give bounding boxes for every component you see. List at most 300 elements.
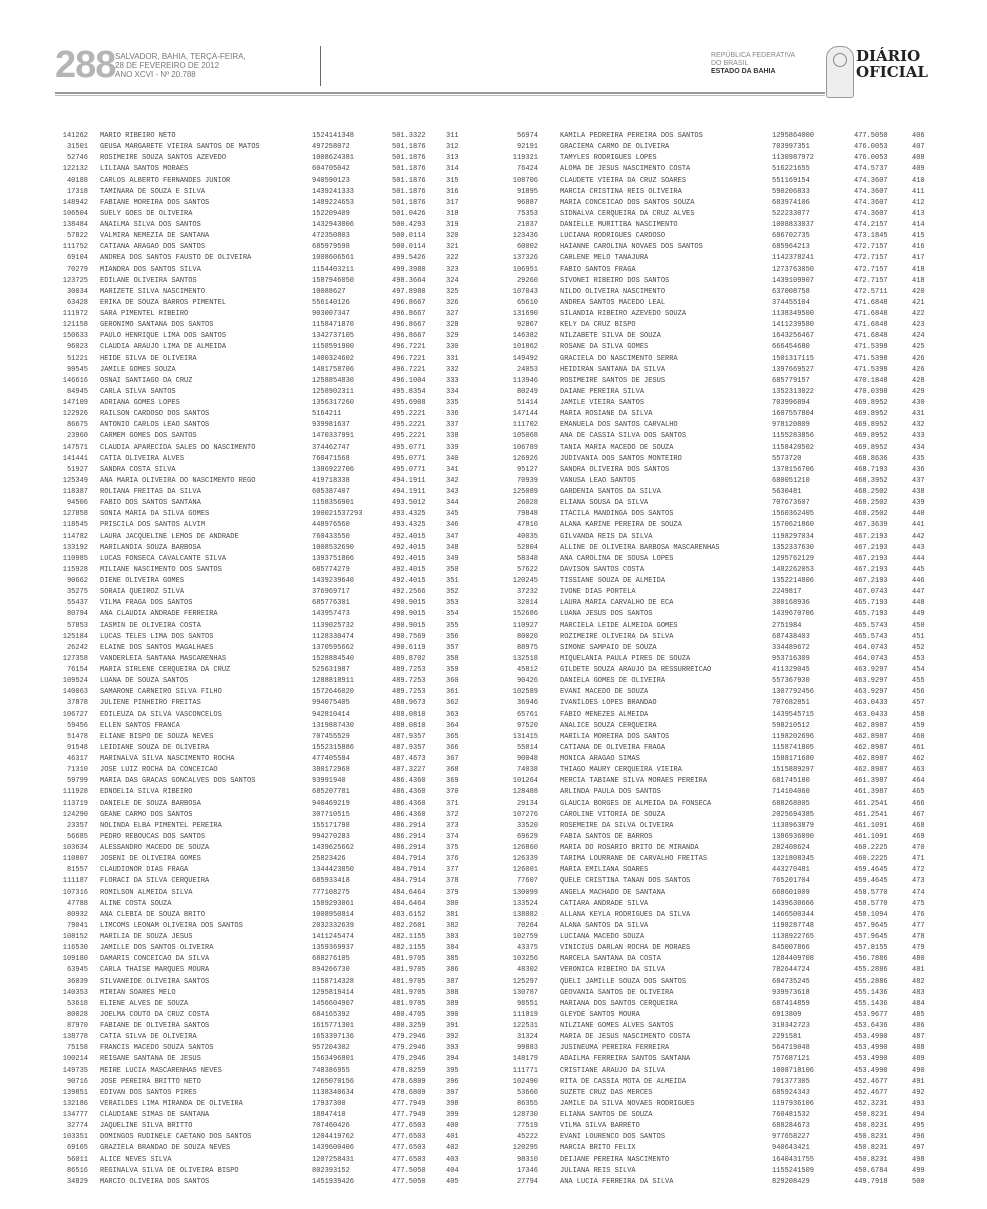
candidate-id: 57853: [66, 621, 88, 630]
table-row: [498, 888, 925, 899]
table-row: [498, 1177, 925, 1188]
candidate-id: 57822: [66, 232, 88, 241]
candidate-name: LUCAS TELES LIMA DOS SANTOS: [100, 632, 214, 641]
rank: 422: [912, 310, 925, 318]
document-number: 666454680: [772, 343, 810, 352]
document-number: 703996894: [772, 399, 810, 407]
header-rule: [55, 92, 825, 94]
score: 468.2502: [854, 510, 888, 519]
rank: 393: [446, 1044, 459, 1053]
table-row: [48, 676, 468, 687]
rank: 473: [912, 877, 925, 886]
candidate-name: ANA LUCIA FERREIRA DA SILVA: [560, 1177, 674, 1186]
candidate-name: KELY DA CRUZ BISPO: [560, 321, 636, 330]
document-number: 1155283856: [772, 432, 815, 441]
candidate-name: ROMILSON ALMEIDA SILVA: [100, 888, 193, 897]
candidate-id: 138484: [62, 221, 88, 229]
table-row: [48, 1143, 468, 1154]
candidate-id: 111752: [62, 243, 88, 252]
score: 468.7193: [854, 465, 888, 474]
table-row: [498, 142, 925, 153]
candidate-id: 75353: [516, 209, 538, 218]
rank: 395: [446, 1066, 459, 1075]
table-row: [48, 632, 468, 643]
score: 493.4325: [392, 510, 426, 519]
score: 457.9645: [854, 933, 888, 941]
document-number: 707460426: [312, 1122, 350, 1131]
score: 453.4990: [854, 1044, 888, 1053]
rank: 491: [912, 1077, 925, 1086]
candidate-id: 53618: [66, 999, 88, 1008]
document-number: 1439625662: [312, 844, 355, 852]
document-number: 1258854830: [312, 376, 355, 385]
rank: 379: [446, 888, 459, 897]
candidate-name: HEIDIRAN SANTANA DA SILVA: [560, 365, 666, 374]
table-row: [498, 1155, 925, 1166]
document-number: 411329045: [772, 666, 810, 674]
score: 449.7918: [854, 1177, 888, 1186]
table-row: [498, 487, 925, 498]
candidate-name: SUELY GOES DE OLIVEIRA: [100, 209, 193, 218]
candidate-id: 124290: [62, 810, 88, 819]
candidate-name: LEIDIANE SOUZA DE OLIVEIRA: [100, 743, 210, 752]
table-row: [498, 1143, 925, 1154]
table-row: [48, 253, 468, 264]
candidate-name: ELLEN SANTOS FRANCA: [100, 721, 180, 730]
score: 496.8667: [392, 310, 426, 318]
candidate-name: IVONE DIAS PORTELA: [560, 588, 636, 597]
table-row: [498, 287, 925, 298]
document-number: 684165392: [312, 1010, 350, 1019]
document-number: 685207781: [312, 788, 350, 797]
document-number: 1342737105: [312, 332, 355, 341]
table-row: [498, 776, 925, 787]
rank: 486: [912, 1022, 925, 1030]
document-number: 684735245: [772, 977, 810, 986]
document-number: 1207258431: [312, 1155, 355, 1164]
document-number: 1570621860: [772, 521, 815, 530]
candidate-name: GARDENIA SANTOS DA SILVA: [560, 488, 661, 496]
table-row: [48, 1043, 468, 1054]
table-row: [498, 799, 925, 810]
table-row: [498, 131, 925, 142]
candidate-id: 116530: [62, 944, 88, 953]
score: 467.2193: [854, 565, 888, 574]
rank: 338: [446, 432, 459, 441]
document-number: 1643256467: [772, 332, 815, 341]
table-row: [498, 732, 925, 743]
rank: 368: [446, 766, 459, 775]
rank: 325: [446, 287, 459, 296]
table-row: [48, 231, 468, 242]
document-number: 1432943006: [312, 221, 355, 229]
document-number: 525631987: [312, 666, 350, 674]
document-number: 1439545715: [772, 710, 815, 719]
candidate-id: 106951: [512, 265, 538, 274]
score: 450.8231: [854, 1155, 888, 1164]
candidate-name: VILMA FRAGA DOS SANTOS: [100, 599, 193, 608]
candidate-name: MERCIA TABIANE SILVA MORAES PEREIRA: [560, 777, 708, 786]
candidate-id: 127358: [62, 654, 88, 663]
rank: 403: [446, 1155, 459, 1164]
document-number: 903007347: [312, 310, 350, 318]
table-row: [498, 988, 925, 999]
candidate-id: 43375: [516, 944, 538, 953]
table-row: [498, 876, 925, 887]
rank: 466: [912, 799, 925, 808]
rank: 330: [446, 343, 459, 352]
table-row: [498, 1132, 925, 1143]
table-row: [498, 1032, 925, 1043]
candidate-name: JAMILE VIEIRA SANTOS: [560, 399, 645, 407]
candidate-id: 63945: [66, 966, 88, 975]
score: 487.9357: [392, 743, 426, 752]
rank: 433: [912, 432, 925, 441]
document-number: 1158471870: [312, 321, 355, 330]
candidate-id: 113719: [62, 799, 88, 808]
score: 493.4325: [392, 521, 426, 530]
candidate-name: ROZIMEIRE OLIVEIRA DA SILVA: [560, 632, 674, 641]
table-row: [48, 176, 468, 187]
candidate-name: MARCIA CRISTINA REIS OLIVEIRA: [560, 187, 682, 196]
rank: 361: [446, 688, 459, 697]
table-row: [498, 520, 925, 531]
table-row: [498, 721, 925, 732]
candidate-name: MARILANDIA SOUZA BARBOSA: [100, 543, 201, 552]
score: 501.0426: [392, 209, 426, 218]
candidate-id: 103351: [62, 1133, 88, 1142]
rank: 432: [912, 421, 925, 430]
score: 453.4990: [854, 1066, 888, 1075]
document-number: 590206833: [772, 187, 810, 196]
score: 488.0810: [392, 710, 426, 719]
rank: 418: [912, 265, 925, 274]
candidate-name: CATIA SILVA DE OLIVEIRA: [100, 1033, 197, 1042]
candidate-id: 58348: [516, 554, 538, 563]
table-row: [48, 265, 468, 276]
rank: 447: [912, 588, 925, 597]
score: 462.8987: [854, 755, 888, 763]
candidate-id: 147144: [512, 410, 538, 419]
document-number: 1501317115: [772, 354, 815, 363]
rank: 347: [446, 532, 459, 541]
rank: 341: [446, 465, 459, 474]
candidate-id: 98310: [516, 1155, 538, 1164]
document-number: 765201704: [772, 877, 810, 886]
document-number: 1411239580: [772, 321, 815, 330]
candidate-name: SILVANEIDE OLIVEIRA SANTOS: [100, 977, 210, 986]
candidate-name: EVANI MACEDO DE SOUZA: [560, 688, 649, 697]
document-number: 688284673: [772, 1122, 810, 1131]
document-number: 604705042: [312, 165, 350, 174]
score: 456.7886: [854, 955, 888, 964]
score: 460.2225: [854, 855, 888, 864]
score: 492.2566: [392, 588, 426, 597]
document-number: 1321808345: [772, 855, 815, 864]
rank: 477: [912, 921, 925, 930]
candidate-name: NILDO OLIVEIRA NASCIMENTO: [560, 287, 666, 296]
candidate-name: DIENE OLIVEIRA GOMES: [100, 577, 185, 585]
candidate-name: ANDREA DOS SANTOS FAUSTO DE OLIVEIRA: [100, 254, 252, 263]
candidate-name: ROSANE DA SILVA GOMES: [560, 343, 649, 352]
candidate-id: 92191: [516, 143, 538, 152]
table-row: [48, 509, 468, 520]
document-number: 685933418: [312, 877, 350, 886]
candidate-id: 133192: [62, 543, 88, 552]
score: 500.0114: [392, 232, 426, 241]
table-row: [48, 543, 468, 554]
score: 450.8231: [854, 1133, 888, 1142]
document-number: 376969717: [312, 588, 350, 597]
candidate-name: SIVONEI RIBEIRO DOS SANTOS: [560, 276, 670, 285]
table-row: [48, 198, 468, 209]
document-number: 777108275: [312, 888, 350, 897]
table-row: [498, 832, 925, 843]
rank: 367: [446, 755, 459, 763]
score: 488.9673: [392, 699, 426, 708]
score: 468.3952: [854, 476, 888, 485]
table-row: [48, 409, 468, 420]
score: 474.2157: [854, 221, 888, 229]
table-row: [498, 676, 925, 687]
table-row: [48, 799, 468, 810]
document-number: 1352313022: [772, 387, 815, 396]
document-number: 701377305: [772, 1077, 810, 1086]
candidate-name: PRISCILA DOS SANTOS ALVIM: [100, 521, 206, 530]
score: 482.1155: [392, 933, 426, 941]
candidate-name: MARCELA SANTANA DA COSTA: [560, 955, 661, 964]
candidate-name: DAMARIS CONCEICAO DA SILVA: [100, 955, 210, 964]
score: 486.4360: [392, 799, 426, 808]
document-number: 829208429: [772, 1177, 810, 1186]
candidate-id: 131415: [512, 732, 538, 741]
score: 476.0053: [854, 143, 888, 152]
score: 478.8259: [392, 1066, 426, 1075]
document-number: 894266730: [312, 966, 350, 975]
candidate-name: ALLINE DE OLIVEIRA BARBOSA MASCARENHAS: [560, 543, 720, 552]
document-number: 683974106: [772, 198, 810, 207]
candidate-id: 60002: [516, 243, 538, 252]
rank: 323: [446, 265, 459, 274]
candidate-id: 81557: [66, 866, 88, 875]
score: 453.9677: [854, 1010, 888, 1019]
candidate-name: EMANUELA DOS SANTOS CARVALHO: [560, 421, 678, 430]
candidate-id: 111819: [512, 1010, 538, 1019]
candidate-name: DOMINGOS RUDINELE CAETANO DOS SANTOS: [100, 1133, 252, 1142]
candidate-name: ANTONIO CARLOS LEAO SANTOS: [100, 421, 210, 430]
table-row: [498, 609, 925, 620]
candidate-id: 76424: [516, 165, 538, 174]
table-row: [498, 1054, 925, 1065]
rank: 404: [446, 1166, 459, 1175]
candidate-id: 80932: [66, 910, 88, 919]
candidate-name: KAMILA PEDREIRA PEREIRA DOS SANTOS: [560, 132, 703, 140]
candidate-id: 102759: [512, 933, 538, 941]
table-row: [48, 287, 468, 298]
candidate-name: VANUSA LEAO SANTOS: [560, 476, 636, 485]
rank: 392: [446, 1033, 459, 1042]
logo-line: OFICIAL: [856, 63, 928, 81]
candidate-name: SANDRA COSTA SILVA: [100, 465, 176, 474]
candidate-id: 80249: [516, 387, 538, 396]
candidate-id: 132186: [62, 1099, 88, 1108]
score: 477.5050: [392, 1177, 426, 1186]
candidate-name: ELIANA SANTOS DE SOUZA: [560, 1111, 653, 1119]
candidate-id: 55014: [516, 743, 538, 752]
rank: 377: [446, 866, 459, 875]
table-row: [498, 921, 925, 932]
candidate-name: MEIRE LUCIA MASCARENHAS NEVES: [100, 1066, 222, 1075]
rank: 401: [446, 1133, 459, 1142]
score: 471.5398: [854, 343, 888, 352]
table-row: [498, 242, 925, 253]
candidate-id: 56974: [516, 132, 538, 140]
candidate-id: 51478: [66, 732, 88, 741]
candidate-id: 101862: [512, 343, 538, 352]
document-number: 522233077: [772, 209, 810, 218]
rank: 440: [912, 510, 925, 519]
rank: 497: [912, 1144, 925, 1153]
candidate-name: MARIA DO ROSARIO BRITO DE MIRANDA: [560, 844, 699, 852]
rank: 327: [446, 310, 459, 318]
score: 501.1876: [392, 187, 426, 196]
candidate-id: 126001: [512, 866, 538, 875]
rank: 438: [912, 488, 925, 496]
document-number: 685964213: [772, 243, 810, 252]
score: 457.9645: [854, 921, 888, 930]
rank: 369: [446, 777, 459, 786]
candidate-id: 77607: [516, 877, 538, 886]
score: 477.5050: [854, 132, 888, 140]
document-number: 1158356901: [312, 499, 355, 508]
score: 473.1845: [854, 232, 888, 241]
score: 463.9297: [854, 677, 888, 686]
candidate-id: 103634: [62, 844, 88, 852]
score: 501.1876: [392, 176, 426, 185]
candidate-name: TAMYLES RODRIGUES LOPES: [560, 154, 657, 163]
rank: 335: [446, 399, 459, 407]
candidate-id: 45222: [516, 1133, 538, 1142]
candidate-id: 119321: [512, 154, 538, 163]
table-row: [498, 309, 925, 320]
score: 450.8231: [854, 1144, 888, 1153]
rank: 437: [912, 476, 925, 485]
score: 453.6436: [854, 1022, 888, 1030]
score: 492.4015: [392, 565, 426, 574]
rank: 370: [446, 788, 459, 797]
candidate-name: CATIARA ANDRADE SILVA: [560, 899, 649, 908]
rank: 459: [912, 721, 925, 730]
candidate-id: 141441: [62, 454, 88, 463]
table-row: [48, 1054, 468, 1065]
rank: 406: [912, 132, 925, 140]
document-number: 978120809: [772, 421, 810, 430]
document-number: 374462747: [312, 443, 350, 452]
table-row: [48, 977, 468, 988]
table-row: [48, 598, 468, 609]
rank: 348: [446, 543, 459, 552]
score: 499.3980: [392, 265, 426, 274]
candidate-name: NILZABETE SILVA DE SOUZA: [560, 332, 661, 341]
document-number: 940590123: [312, 176, 350, 185]
rank: 463: [912, 766, 925, 775]
score: 497.8980: [392, 287, 426, 296]
score: 492.4015: [392, 554, 426, 563]
score: 496.7221: [392, 343, 426, 352]
candidate-name: VINICIUS DARLAN ROCHA DE MORAES: [560, 944, 691, 953]
document-number: 637008758: [772, 287, 810, 296]
candidate-name: ROSIMEIRE SANTOS DE JESUS: [560, 376, 666, 385]
document-number: 282408624: [772, 844, 810, 852]
document-number: 1197936106: [772, 1099, 815, 1108]
candidate-id: 74038: [516, 766, 538, 775]
candidate-id: 37878: [66, 699, 88, 708]
document-number: 953716309: [772, 654, 810, 663]
document-number: 685774279: [312, 565, 350, 574]
document-number: 1008606561: [312, 254, 355, 263]
rank: 468: [912, 821, 925, 830]
candidate-id: 134777: [62, 1111, 88, 1119]
score: 486.2914: [392, 844, 426, 852]
table-row: [498, 598, 925, 609]
table-row: [48, 398, 468, 409]
document-number: 1397669527: [772, 365, 815, 374]
rank: 359: [446, 666, 459, 674]
candidate-id: 40188: [66, 176, 88, 185]
document-number: 1138922765: [772, 933, 815, 941]
document-number: 1411245474: [312, 933, 355, 941]
table-row: [48, 710, 468, 721]
candidate-name: RAILSON CARDOSO DOS SANTOS: [100, 410, 210, 419]
score: 467.2193: [854, 543, 888, 552]
document-number: 318342723: [772, 1022, 810, 1030]
candidate-name: ITACILA MANDINGA DOS SANTOS: [560, 510, 674, 519]
candidate-name: ALOMA DE JESUS NASCIMENTO COSTA: [560, 165, 691, 174]
candidate-name: FABIO DOS SANTOS SANTANA: [100, 499, 201, 508]
candidate-id: 130787: [512, 988, 538, 997]
rank: 378: [446, 877, 459, 886]
candidate-name: ANA CLEBIA DE SOUZA BRITO: [100, 910, 206, 919]
candidate-name: DAVISON SANTOS COSTA: [560, 565, 645, 574]
candidate-name: IVANILDES LOPES BRANDAO: [560, 699, 657, 708]
rank: 386: [446, 966, 459, 975]
score: 477.6503: [392, 1155, 426, 1164]
score: 501.1876: [392, 198, 426, 207]
score: 490.9015: [392, 621, 426, 630]
table-row: [498, 198, 925, 209]
document-number: 977658227: [772, 1133, 810, 1142]
candidate-name: DEIJANE PEREIRA NASCIMENTO: [560, 1155, 670, 1164]
candidate-name: ROSEMEIRE DA SILVA OLIVEIRA: [560, 821, 674, 830]
table-row: [498, 1121, 925, 1132]
candidate-id: 65610: [516, 298, 538, 307]
candidate-id: 126926: [512, 454, 538, 463]
candidate-name: PAULO HENRIQUE LIMA DOS SANTOS: [100, 332, 227, 341]
rank: 333: [446, 376, 459, 385]
table-row: [48, 743, 468, 754]
score: 461.1091: [854, 832, 888, 841]
document-number: 100021537293: [312, 510, 363, 519]
rank: 405: [446, 1177, 459, 1186]
document-number: 334489672: [772, 643, 810, 652]
score: 470.1848: [854, 376, 888, 385]
candidate-id: 125089: [512, 488, 538, 496]
table-row: [498, 1010, 925, 1021]
score: 496.8667: [392, 321, 426, 330]
document-number: 687438403: [772, 632, 810, 641]
table-row: [48, 242, 468, 253]
score: 457.8155: [854, 944, 888, 953]
